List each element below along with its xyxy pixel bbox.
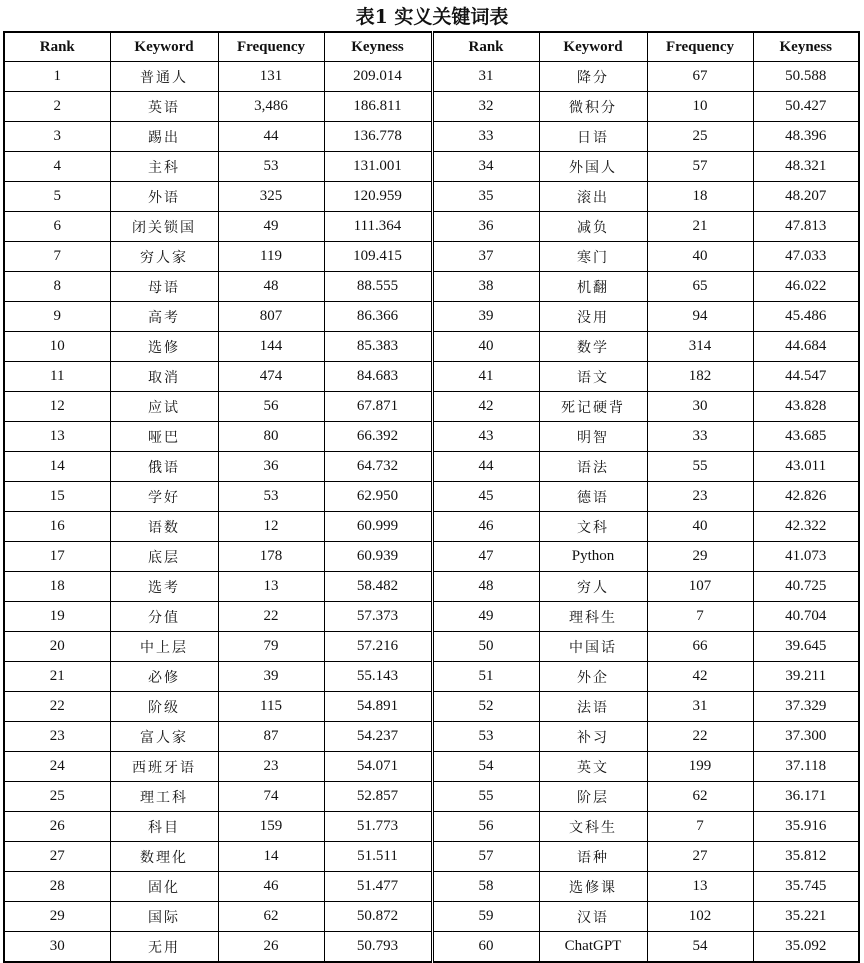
keyness-cell: 35.092: [753, 932, 859, 963]
keyword-cell: 没用: [539, 302, 647, 332]
keyword-cell: 外国人: [539, 152, 647, 182]
keyword-cell: 文科生: [539, 812, 647, 842]
frequency-cell: 42: [647, 662, 753, 692]
keyness-cell: 66.392: [324, 422, 432, 452]
rank-cell: 22: [4, 692, 110, 722]
keyword-cell: 寒门: [539, 242, 647, 272]
frequency-cell: 314: [647, 332, 753, 362]
rank-cell: 15: [4, 482, 110, 512]
keyword-cell: 中上层: [110, 632, 218, 662]
keyness-cell: 43.685: [753, 422, 859, 452]
keyword-cell: 数学: [539, 332, 647, 362]
keyword-cell: 补习: [539, 722, 647, 752]
frequency-cell: 40: [647, 242, 753, 272]
rank-cell: 52: [432, 692, 539, 722]
keyword-cell: 阶层: [539, 782, 647, 812]
rank-cell: 11: [4, 362, 110, 392]
rank-cell: 8: [4, 272, 110, 302]
keyness-cell: 84.683: [324, 362, 432, 392]
table-row: [4, 362, 859, 392]
rank-cell: 12: [4, 392, 110, 422]
keyness-cell: 48.396: [753, 122, 859, 152]
keyness-cell: 51.477: [324, 872, 432, 902]
keyness-cell: 47.033: [753, 242, 859, 272]
frequency-cell: 94: [647, 302, 753, 332]
keyword-cell: 哑巴: [110, 422, 218, 452]
table-row: [4, 302, 859, 332]
rank-cell: 20: [4, 632, 110, 662]
keyness-cell: 45.486: [753, 302, 859, 332]
keyword-cell: 机翻: [539, 272, 647, 302]
keyword-cell: 选修: [110, 332, 218, 362]
table-row: [4, 422, 859, 452]
frequency-cell: 14: [218, 842, 324, 872]
frequency-cell: 119: [218, 242, 324, 272]
rank-cell: 57: [432, 842, 539, 872]
keyword-cell: 普通人: [110, 62, 218, 92]
rank-cell: 36: [432, 212, 539, 242]
rank-cell: 44: [432, 452, 539, 482]
rank-cell: 56: [432, 812, 539, 842]
frequency-cell: 23: [647, 482, 753, 512]
keyness-cell: 54.237: [324, 722, 432, 752]
keyness-cell: 37.300: [753, 722, 859, 752]
keyness-cell: 51.511: [324, 842, 432, 872]
rank-cell: 26: [4, 812, 110, 842]
rank-cell: 48: [432, 572, 539, 602]
rank-cell: 51: [432, 662, 539, 692]
frequency-cell: 18: [647, 182, 753, 212]
keyword-cell: 语文: [539, 362, 647, 392]
keyness-cell: 58.482: [324, 572, 432, 602]
table-title: 表1 实义关键词表: [355, 6, 509, 28]
table-row: [4, 452, 859, 482]
rank-cell: 50: [432, 632, 539, 662]
frequency-cell: 66: [647, 632, 753, 662]
frequency-cell: 22: [218, 602, 324, 632]
table-row: [4, 752, 859, 782]
keyness-cell: 35.916: [753, 812, 859, 842]
keyness-cell: 40.725: [753, 572, 859, 602]
header-keyness: Keyness: [753, 32, 859, 62]
rank-cell: 55: [432, 782, 539, 812]
rank-cell: 21: [4, 662, 110, 692]
keyness-cell: 111.364: [324, 212, 432, 242]
keyword-cell: Python: [539, 542, 647, 572]
frequency-cell: 54: [647, 932, 753, 963]
keyness-cell: 47.813: [753, 212, 859, 242]
keyness-cell: 55.143: [324, 662, 432, 692]
keyness-cell: 186.811: [324, 92, 432, 122]
frequency-cell: 26: [218, 932, 324, 963]
keyness-cell: 54.071: [324, 752, 432, 782]
frequency-cell: 79: [218, 632, 324, 662]
keyness-cell: 136.778: [324, 122, 432, 152]
table-row: [4, 392, 859, 422]
keyword-cell: 应试: [110, 392, 218, 422]
frequency-cell: 49: [218, 212, 324, 242]
table-row: [4, 272, 859, 302]
keyword-cell: 学好: [110, 482, 218, 512]
rank-cell: 60: [432, 932, 539, 963]
frequency-cell: 36: [218, 452, 324, 482]
keyword-cell: 科目: [110, 812, 218, 842]
keyness-cell: 86.366: [324, 302, 432, 332]
rank-cell: 27: [4, 842, 110, 872]
frequency-cell: 144: [218, 332, 324, 362]
table-row: [4, 572, 859, 602]
table-row: [4, 242, 859, 272]
rank-cell: 23: [4, 722, 110, 752]
rank-cell: 14: [4, 452, 110, 482]
rank-cell: 4: [4, 152, 110, 182]
keyness-cell: 50.793: [324, 932, 432, 963]
keyword-cell: 减负: [539, 212, 647, 242]
keyword-cell: 中国话: [539, 632, 647, 662]
frequency-cell: 474: [218, 362, 324, 392]
table-row: [4, 122, 859, 152]
rank-cell: 40: [432, 332, 539, 362]
rank-cell: 30: [4, 932, 110, 963]
table-row: [4, 332, 859, 362]
frequency-cell: 46: [218, 872, 324, 902]
keyword-cell: 选考: [110, 572, 218, 602]
rank-cell: 16: [4, 512, 110, 542]
frequency-cell: 10: [647, 92, 753, 122]
frequency-cell: 30: [647, 392, 753, 422]
rank-cell: 9: [4, 302, 110, 332]
keyword-cell: 外企: [539, 662, 647, 692]
header-keyword: Keyword: [539, 32, 647, 62]
keyness-cell: 88.555: [324, 272, 432, 302]
rank-cell: 32: [432, 92, 539, 122]
frequency-cell: 178: [218, 542, 324, 572]
keyness-cell: 48.321: [753, 152, 859, 182]
frequency-cell: 39: [218, 662, 324, 692]
keyness-cell: 50.872: [324, 902, 432, 932]
rank-cell: 13: [4, 422, 110, 452]
keyword-cell: 明智: [539, 422, 647, 452]
keyword-cell: 理工科: [110, 782, 218, 812]
frequency-cell: 13: [647, 872, 753, 902]
rank-cell: 45: [432, 482, 539, 512]
rank-cell: 10: [4, 332, 110, 362]
table-row: [4, 542, 859, 572]
keyness-cell: 120.959: [324, 182, 432, 212]
keyword-cell: 日语: [539, 122, 647, 152]
rank-cell: 47: [432, 542, 539, 572]
frequency-cell: 56: [218, 392, 324, 422]
keyword-cell: 取消: [110, 362, 218, 392]
keyness-cell: 43.828: [753, 392, 859, 422]
keyword-cell: 穷人: [539, 572, 647, 602]
keyness-cell: 54.891: [324, 692, 432, 722]
keyness-cell: 50.588: [753, 62, 859, 92]
frequency-cell: 199: [647, 752, 753, 782]
keyness-cell: 52.857: [324, 782, 432, 812]
keyness-cell: 42.826: [753, 482, 859, 512]
keyword-cell: 闭关锁国: [110, 212, 218, 242]
keyword-cell: 富人家: [110, 722, 218, 752]
frequency-cell: 807: [218, 302, 324, 332]
header-rank: Rank: [4, 32, 110, 62]
keyword-cell: 底层: [110, 542, 218, 572]
frequency-cell: 325: [218, 182, 324, 212]
keyword-cell: 母语: [110, 272, 218, 302]
keyness-cell: 42.322: [753, 512, 859, 542]
keyword-cell: 英语: [110, 92, 218, 122]
rank-cell: 24: [4, 752, 110, 782]
rank-cell: 17: [4, 542, 110, 572]
keyword-cell: 国际: [110, 902, 218, 932]
frequency-cell: 67: [647, 62, 753, 92]
header-keyness: Keyness: [324, 32, 432, 62]
table-row: [4, 662, 859, 692]
keyword-cell: 汉语: [539, 902, 647, 932]
rank-cell: 29: [4, 902, 110, 932]
rank-cell: 59: [432, 902, 539, 932]
table-row: [4, 482, 859, 512]
rank-cell: 54: [432, 752, 539, 782]
table-row: [4, 152, 859, 182]
table-row: [4, 632, 859, 662]
keyness-cell: 35.745: [753, 872, 859, 902]
frequency-cell: 115: [218, 692, 324, 722]
frequency-cell: 23: [218, 752, 324, 782]
keyness-cell: 35.221: [753, 902, 859, 932]
keyword-cell: 选修课: [539, 872, 647, 902]
keyness-cell: 37.118: [753, 752, 859, 782]
rank-cell: 34: [432, 152, 539, 182]
frequency-cell: 131: [218, 62, 324, 92]
keyword-cell: 外语: [110, 182, 218, 212]
rank-cell: 38: [432, 272, 539, 302]
keyword-cell: 英文: [539, 752, 647, 782]
frequency-cell: 62: [647, 782, 753, 812]
header-keyword: Keyword: [110, 32, 218, 62]
keyword-cell: 降分: [539, 62, 647, 92]
rank-cell: 1: [4, 62, 110, 92]
rank-cell: 35: [432, 182, 539, 212]
keyword-cell: 死记硬背: [539, 392, 647, 422]
frequency-cell: 44: [218, 122, 324, 152]
keyword-cell: 阶级: [110, 692, 218, 722]
frequency-cell: 33: [647, 422, 753, 452]
frequency-cell: 7: [647, 812, 753, 842]
frequency-cell: 12: [218, 512, 324, 542]
keyness-cell: 64.732: [324, 452, 432, 482]
frequency-cell: 53: [218, 482, 324, 512]
keyness-cell: 41.073: [753, 542, 859, 572]
rank-cell: 41: [432, 362, 539, 392]
frequency-cell: 25: [647, 122, 753, 152]
frequency-cell: 102: [647, 902, 753, 932]
frequency-cell: 159: [218, 812, 324, 842]
frequency-cell: 48: [218, 272, 324, 302]
keyness-cell: 36.171: [753, 782, 859, 812]
frequency-cell: 62: [218, 902, 324, 932]
keyness-cell: 46.022: [753, 272, 859, 302]
rank-cell: 53: [432, 722, 539, 752]
rank-cell: 33: [432, 122, 539, 152]
table-row: [4, 722, 859, 752]
rank-cell: 28: [4, 872, 110, 902]
rank-cell: 5: [4, 182, 110, 212]
table-row: [4, 872, 859, 902]
header-frequency: Frequency: [647, 32, 753, 62]
table-row: [4, 602, 859, 632]
frequency-cell: 13: [218, 572, 324, 602]
keyword-cell: 数理化: [110, 842, 218, 872]
keyness-cell: 62.950: [324, 482, 432, 512]
keyword-cell: 必修: [110, 662, 218, 692]
table-row: [4, 842, 859, 872]
keyness-cell: 57.216: [324, 632, 432, 662]
keyword-cell: 语种: [539, 842, 647, 872]
rank-cell: 2: [4, 92, 110, 122]
rank-cell: 18: [4, 572, 110, 602]
keyness-cell: 50.427: [753, 92, 859, 122]
keyness-cell: 43.011: [753, 452, 859, 482]
keyness-cell: 131.001: [324, 152, 432, 182]
keyness-cell: 85.383: [324, 332, 432, 362]
table-body: [4, 62, 859, 963]
keyness-cell: 40.704: [753, 602, 859, 632]
keyword-cell: 语数: [110, 512, 218, 542]
table-row: [4, 692, 859, 722]
table-row: [4, 62, 859, 92]
keyness-cell: 48.207: [753, 182, 859, 212]
keyword-cell: 西班牙语: [110, 752, 218, 782]
rank-cell: 37: [432, 242, 539, 272]
rank-cell: 58: [432, 872, 539, 902]
keyword-cell: 踢出: [110, 122, 218, 152]
rank-cell: 46: [432, 512, 539, 542]
keyness-cell: 109.415: [324, 242, 432, 272]
keyword-cell: 语法: [539, 452, 647, 482]
frequency-cell: 31: [647, 692, 753, 722]
table-row: [4, 512, 859, 542]
frequency-cell: 7: [647, 602, 753, 632]
keyness-cell: 60.999: [324, 512, 432, 542]
table-row: [4, 902, 859, 932]
rank-cell: 31: [432, 62, 539, 92]
keyness-cell: 35.812: [753, 842, 859, 872]
frequency-cell: 57: [647, 152, 753, 182]
header-row: [4, 32, 859, 62]
table-row: [4, 812, 859, 842]
frequency-cell: 87: [218, 722, 324, 752]
table-row: [4, 932, 859, 963]
keyness-cell: 209.014: [324, 62, 432, 92]
keyword-cell: 理科生: [539, 602, 647, 632]
keyword-cell: 高考: [110, 302, 218, 332]
table-row: [4, 92, 859, 122]
keyness-cell: 51.773: [324, 812, 432, 842]
frequency-cell: 40: [647, 512, 753, 542]
keyword-cell: 微积分: [539, 92, 647, 122]
keyword-cell: 文科: [539, 512, 647, 542]
rank-cell: 43: [432, 422, 539, 452]
keyness-cell: 44.547: [753, 362, 859, 392]
frequency-cell: 55: [647, 452, 753, 482]
table-row: [4, 182, 859, 212]
rank-cell: 49: [432, 602, 539, 632]
frequency-cell: 182: [647, 362, 753, 392]
keyness-cell: 44.684: [753, 332, 859, 362]
keyword-cell: 法语: [539, 692, 647, 722]
frequency-cell: 53: [218, 152, 324, 182]
keyword-cell: 德语: [539, 482, 647, 512]
rank-cell: 6: [4, 212, 110, 242]
table-row: [4, 212, 859, 242]
rank-cell: 7: [4, 242, 110, 272]
keyness-cell: 37.329: [753, 692, 859, 722]
frequency-cell: 3,486: [218, 92, 324, 122]
frequency-cell: 107: [647, 572, 753, 602]
header-frequency: Frequency: [218, 32, 324, 62]
table-row: [4, 782, 859, 812]
rank-cell: 39: [432, 302, 539, 332]
keyness-cell: 39.211: [753, 662, 859, 692]
rank-cell: 3: [4, 122, 110, 152]
keyword-cell: 分值: [110, 602, 218, 632]
frequency-cell: 21: [647, 212, 753, 242]
frequency-cell: 74: [218, 782, 324, 812]
keyness-cell: 67.871: [324, 392, 432, 422]
frequency-cell: 22: [647, 722, 753, 752]
rank-cell: 42: [432, 392, 539, 422]
frequency-cell: 29: [647, 542, 753, 572]
header-rank: Rank: [432, 32, 539, 62]
keyword-cell: ChatGPT: [539, 932, 647, 963]
keyword-cell: 俄语: [110, 452, 218, 482]
keyword-cell: 主科: [110, 152, 218, 182]
keyword-cell: 穷人家: [110, 242, 218, 272]
keyness-cell: 57.373: [324, 602, 432, 632]
frequency-cell: 27: [647, 842, 753, 872]
keyword-cell: 滚出: [539, 182, 647, 212]
keyword-cell: 无用: [110, 932, 218, 963]
keyness-cell: 60.939: [324, 542, 432, 572]
keyword-cell: 固化: [110, 872, 218, 902]
frequency-cell: 80: [218, 422, 324, 452]
rank-cell: 25: [4, 782, 110, 812]
keyness-cell: 39.645: [753, 632, 859, 662]
frequency-cell: 65: [647, 272, 753, 302]
rank-cell: 19: [4, 602, 110, 632]
keyword-table: [3, 31, 860, 963]
